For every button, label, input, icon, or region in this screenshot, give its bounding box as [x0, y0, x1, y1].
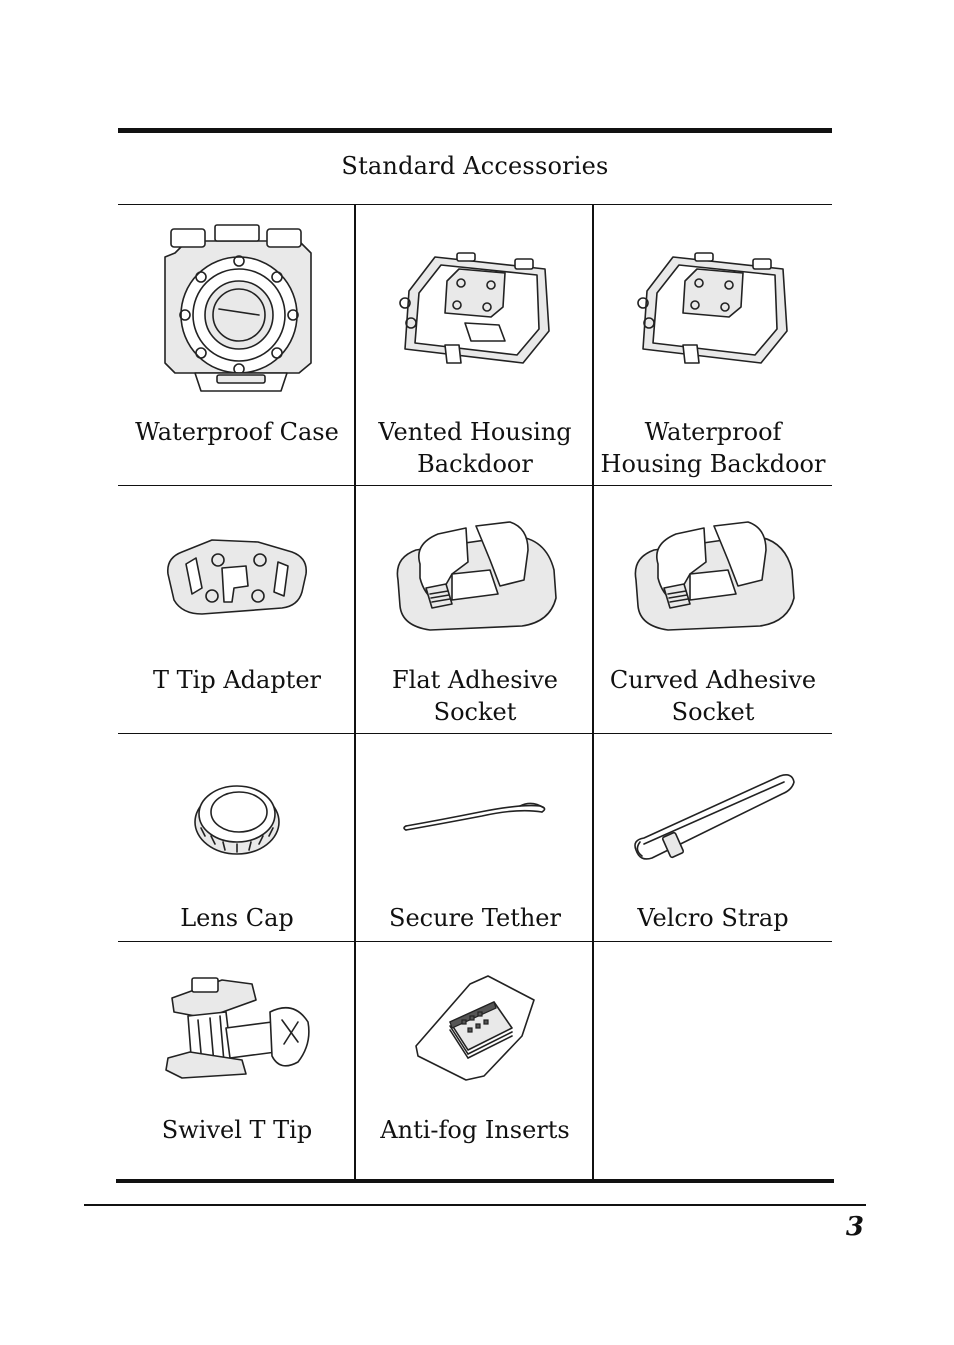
accessory-label: Lens Cap — [180, 904, 294, 932]
accessory-cell-anti-fog-inserts — [356, 942, 594, 1179]
accessory-cell-curved-adhesive-socket — [594, 486, 832, 734]
accessory-cell-secure-tether — [356, 734, 594, 942]
anti-fog-inserts-icon — [356, 972, 594, 1082]
accessory-label: Secure Tether — [389, 904, 561, 932]
accessory-cell-empty — [594, 942, 832, 1179]
accessory-label: Flat Adhesive Socket — [391, 666, 559, 726]
accessory-cell-vented-housing-backdoor — [356, 205, 594, 486]
table-bottom-rule — [116, 1179, 834, 1183]
accessory-label: Velcro Strap — [637, 904, 789, 932]
accessory-label: Waterproof Case — [135, 418, 339, 446]
page-number: 3 — [845, 1212, 864, 1242]
accessory-label: T Tip Adapter — [153, 666, 321, 694]
accessory-label: Vented Housing Backdoor — [378, 418, 572, 478]
lens-cap-icon — [118, 778, 356, 858]
footer-rule — [84, 1204, 866, 1206]
accessories-table — [118, 205, 832, 1179]
waterproof-case-icon — [118, 223, 356, 395]
accessory-label: Waterproof Housing Backdoor — [600, 418, 826, 478]
accessory-label: Swivel T Tip — [161, 1116, 313, 1144]
swivel-t-tip-icon — [118, 972, 356, 1082]
accessory-cell-t-tip-adapter — [118, 486, 356, 734]
flat-adhesive-socket-icon — [356, 514, 594, 634]
table-top-rule — [118, 128, 832, 133]
accessory-cell-velcro-strap — [594, 734, 832, 942]
accessory-label: Curved Adhesive Socket — [609, 666, 817, 726]
accessory-cell-swivel-t-tip — [118, 942, 356, 1179]
vented-housing-backdoor-icon — [356, 251, 594, 369]
accessory-cell-lens-cap — [118, 734, 356, 942]
curved-adhesive-socket-icon — [594, 514, 832, 634]
accessory-label: Anti-fog Inserts — [380, 1116, 570, 1144]
accessory-cell-waterproof-case — [118, 205, 356, 486]
table-title: Standard Accessories — [341, 152, 609, 180]
accessory-cell-flat-adhesive-socket — [356, 486, 594, 734]
t-tip-adapter-icon — [118, 530, 356, 620]
velcro-strap-icon — [594, 770, 832, 866]
secure-tether-icon — [356, 796, 594, 836]
accessory-cell-waterproof-housing-backdoor — [594, 205, 832, 486]
waterproof-housing-backdoor-icon — [594, 251, 832, 369]
